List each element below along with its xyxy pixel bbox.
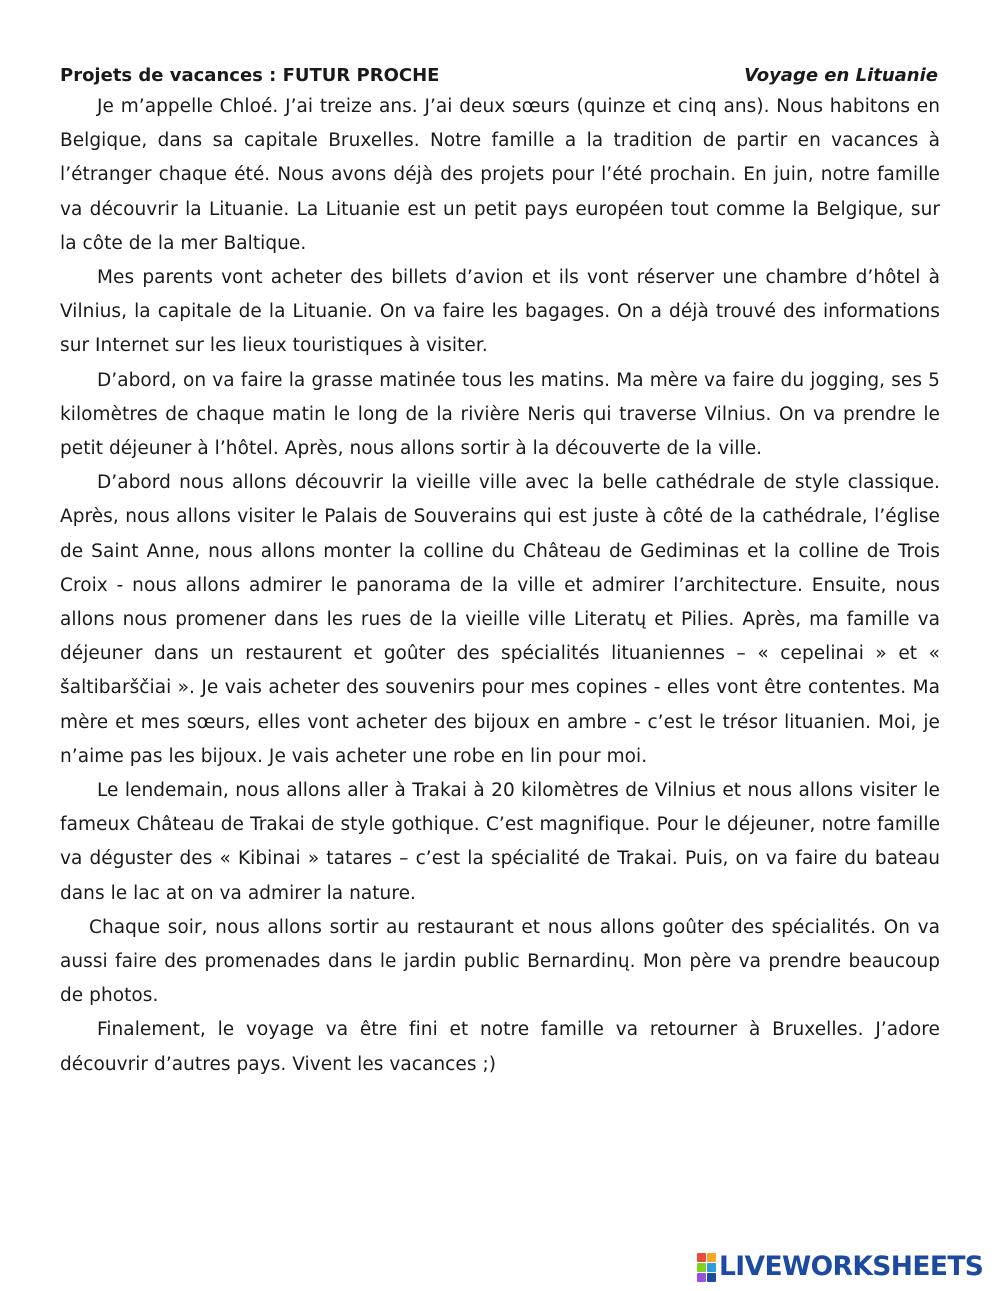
worksheet-title: Projets de vacances : FUTUR PROCHE [60, 65, 440, 86]
liveworksheets-branding[interactable] [697, 1251, 983, 1283]
worksheet-header [60, 62, 940, 90]
liveworksheets-logo-icon [697, 1253, 716, 1282]
worksheet-page [60, 62, 940, 1082]
paragraph-trakai: Le lendemain, nous allons aller à Trakai à 20 kilomètres de Vilnius et nous allons visiter le fameux Château de Trakai de style gothique. C’est magnifique. Pour le déjeuner, notre famille va déguster des « Kibinai » tatares – c’est la spécialité de Trakai. Puis, on va faire du bateau dans le lac at on va admirer la nature. [60, 780, 940, 904]
liveworksheets-wordmark: LIVEWORKSHEETS [719, 1251, 984, 1282]
paragraph-conclusion: Finalement, le voyage va être fini et notre famille va retourner à Bruxelles. J’adore découvrir d’autres pays. Vivent les vacances ;) [60, 1019, 940, 1075]
paragraph-introduction: Je m’appelle Chloé. J’ai treize ans. J’ai deux sœurs (quinze et cinq ans). Nous habitons en Belgique, dans sa capitale Bruxelles. Notre famille a la tradition de partir en vacances à l’étranger chaque été. Nous avons déjà des projets pour l’été prochain. En juin, notre famille va découvrir la Lituanie. La Lituanie est un petit pays européen tout comme la Belgique, sur la côte de la mer Baltique. [60, 96, 940, 254]
paragraph-old-town: D’abord nous allons découvrir la vieille ville avec la belle cathédrale de style classique. Après, nous allons visiter le Palais de Souverains qui est juste à côté de la cathédrale, l’église de Saint Anne, nous allons monter la colline du Château de Gediminas et la colline de Trois Croix - nous allons admirer le panorama de la ville et admirer l’architecture. Ensuite, nous allons nous promener dans les rues de la vieille ville Literatų et Pilies. Après, ma famille va déjeuner dans un restaurent et goûter des spécialités lituaniennes – « cepelinai » et « šaltibarščiai ». Je vais acheter des souvenirs pour mes copines - elles vont être contentes. Ma mère et mes sœurs, elles vont acheter des bijoux en ambre - c’est le trésor lituanien. Moi, je n’aime pas les bijoux. Je vais acheter une robe en lin pour moi. [60, 472, 940, 767]
reading-text [60, 90, 940, 1082]
paragraph-preparations: Mes parents vont acheter des billets d’avion et ils vont réserver une chambre d’hôtel à Vilnius, la capitale de la Lituanie. On va faire les bagages. On a déjà trouvé des informations sur Internet sur les lieux touristiques à visiter. [60, 267, 940, 357]
paragraph-evenings: Chaque soir, nous allons sortir au restaurant et nous allons goûter des spécialités. On va aussi faire des promenades dans le jardin public Bernardinų. Mon père va prendre beaucoup de photos. [60, 916, 940, 1007]
paragraph-morning: D’abord, on va faire la grasse matinée tous les matins. Ma mère va faire du jogging, ses 5 kilomètres de chaque matin le long de la rivière Neris qui traverse Vilnius. On va prendre le petit déjeuner à l’hôtel. Après, nous allons sortir à la découverte de la ville. [60, 369, 940, 460]
worksheet-subject: Voyage en Lituanie [744, 65, 938, 86]
